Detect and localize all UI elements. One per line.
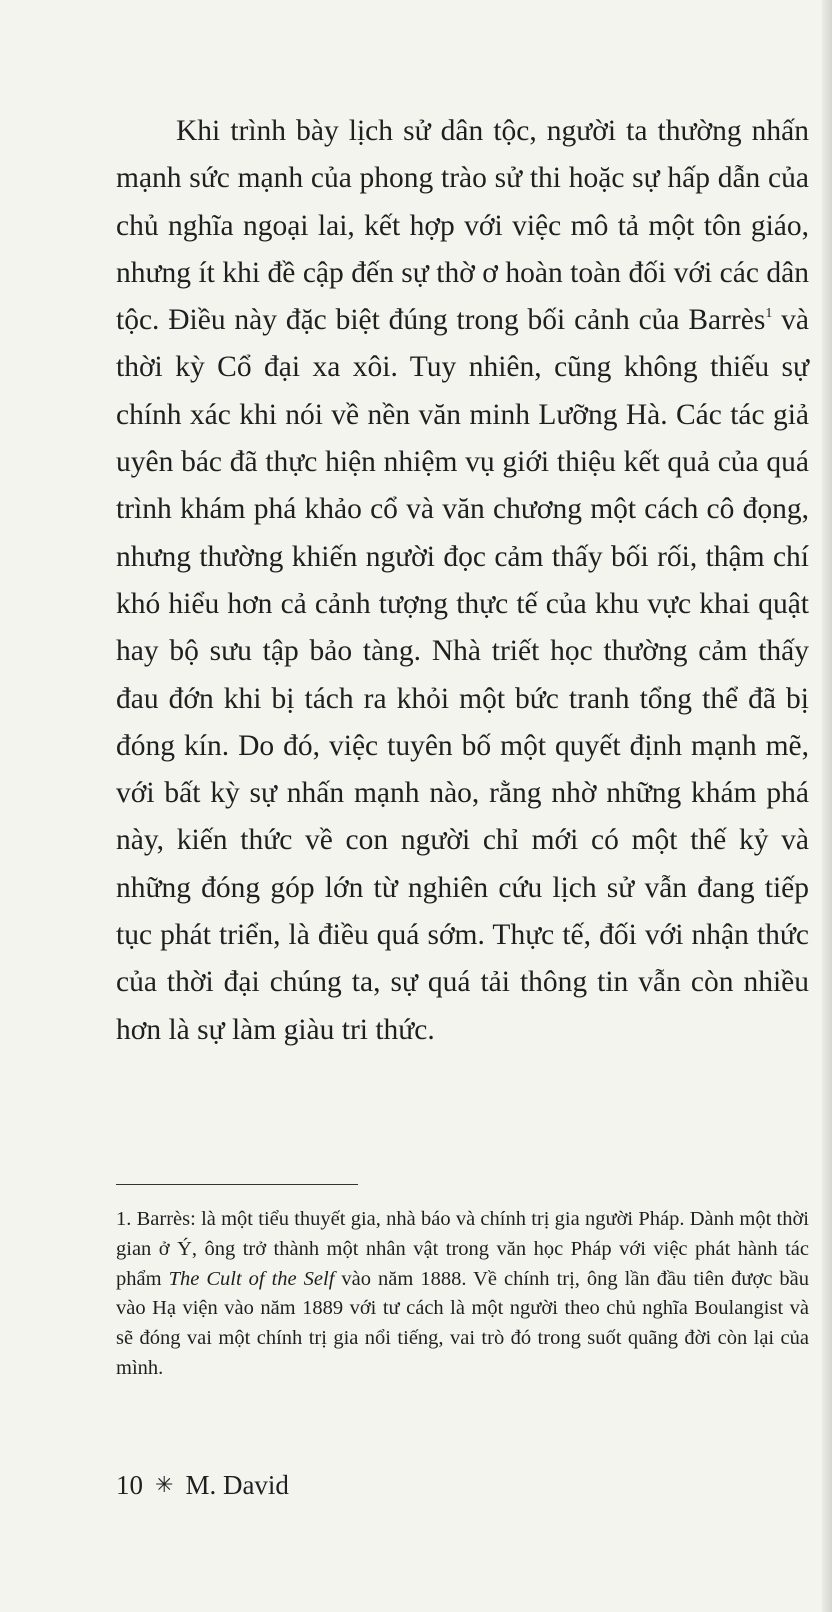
main-paragraph (116, 108, 809, 1054)
footnote-work-title: The Cult of the Self (168, 1267, 335, 1290)
footnote-divider (116, 1184, 358, 1185)
main-text-part-1: Khi trình bày lịch sử dân tộc, người ta thường nhấn mạnh sức mạnh của phong trào sử thi hoặc sự hấp dẫn của chủ nghĩa ngoại lai, kết hợp với việc mô tả một tôn giáo, nhưng ít khi đề cập đến sự thờ ơ hoàn toàn đối với các dân tộc. Điều này đặc biệt đúng trong bối cảnh của Barrès (116, 115, 809, 337)
main-text-part-2: và thời kỳ Cổ đại xa xôi. Tuy nhiên, cũng không thiếu sự chính xác khi nói về nền văn minh Lưỡng Hà. Các tác giả uyên bác đã thực hiện nhiệm vụ giới thiệu kết quả của quá trình khám phá khảo cổ và văn chương một cách cô đọng, nhưng thường khiến người đọc cảm thấy bối rối, thậm chí khó hiểu hơn cả cảnh tượng thực tế của khu vực khai quật hay bộ sưu tập bảo tàng. Nhà triết học thường cảm thấy đau đớn khi bị tách ra khỏi một bức tranh tổng thể đã bị đóng kín. Do đó, việc tuyên bố một quyết định mạnh mẽ, với bất kỳ sự nhấn mạnh nào, rằng nhờ những khám phá này, kiến thức về con người chỉ mới có một thế kỷ và những đóng góp lớn từ nghiên cứu lịch sử vẫn đang tiếp tục phát triển, là điều quá sớm. Thực tế, đối với nhận thức của thời đại chúng ta, sự quá tải thông tin vẫn còn nhiều hơn là sự làm giàu tri thức. (116, 304, 810, 1046)
footnote-text-part-1: 1. Barrès: là một tiểu thuyết gia, nhà báo và chính trị gia người Pháp. Dành một thời gian ở Ý, ông trở thành một nhân vật trong văn học Pháp với việc phát hành tác phẩm (116, 1208, 809, 1290)
footnote-reference[interactable]: 1 (765, 306, 773, 322)
page-edge (822, 0, 832, 1612)
asterisk-separator-icon: ✳ (155, 1472, 174, 1497)
footnote (116, 1205, 809, 1384)
footnote-text-part-2: vào năm 1888. Về chính trị, ông lần đầu tiên được bầu vào Hạ viện vào năm 1889 với tư cách là một người theo chủ nghĩa Boulangist và sẽ đóng vai một chính trị gia nổi tiếng, vai trò đó trong suốt quãng đời còn lại của mình. (116, 1267, 809, 1379)
page-footer (116, 1468, 289, 1502)
running-author: M. David (185, 1470, 289, 1500)
page-number: 10 (116, 1470, 143, 1500)
